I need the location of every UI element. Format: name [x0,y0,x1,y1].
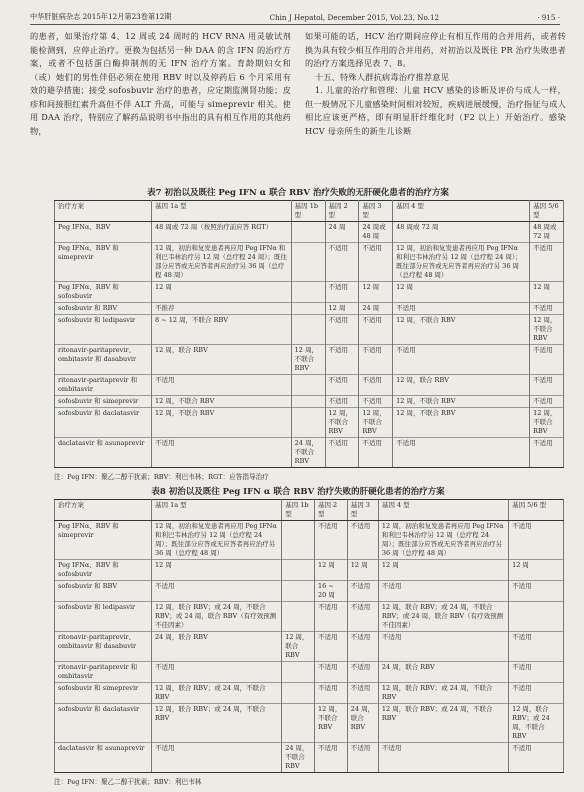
duration-cell: 12 周，不联合 RBV [393,408,530,438]
table-row [55,438,564,468]
duration-cell: 12 周，联合 RBV；或 24 周，不联合 RBV [152,683,282,704]
duration-cell: 不适用 [359,375,393,396]
duration-cell: 12 周，不联合 RBV [530,315,564,345]
duration-cell: 16 ~ 20 周 [314,581,347,602]
duration-cell: 12 周，联合 RBV；或 24 周，不联合 RBV [378,683,508,704]
duration-cell: 不适用 [530,396,564,408]
table-row [55,408,564,438]
table-row [55,632,564,662]
table-row [55,396,564,408]
duration-cell: 12 周，联合 RBV；或 24 周，不联合 RBV；或 24 周，联合 RBV（有疗效预测不佳因素） [152,602,282,632]
table7-body [55,222,564,468]
duration-cell: 24 周 [325,222,359,243]
regimen-cell: sofosbuvir 和 daclatasvir [55,408,152,438]
right-intro: 如果可能的话，HCV 治疗期间应停止有相互作用的合并用药，或者转换为具有较少相互作用的合并用药，对初治以及既往 PR 治疗失败患者的治疗方案选择见表 7、8。 [305,31,566,68]
regimen-cell: ritonavir-paritaprevir 和 ombitasvir [55,375,152,396]
duration-cell: 不适用 [314,743,347,773]
duration-cell: 不适用 [325,396,359,408]
duration-cell: 24 周，不联合 RBV [282,743,315,773]
duration-cell: 24 周，联合 RBV [378,662,508,683]
duration-cell [509,602,564,632]
duration-cell: 12 周，初治和复发患者再应用 Peg IFNα 和利巴韦林治疗另 12 周（总疗程 24 周）；既往部分应答或无应答者再应治疗另 36 周（总疗程 48 周） [378,521,508,560]
duration-cell: 不适用 [359,396,393,408]
table7-header-cell: 治疗方案 [55,201,152,222]
table8 [54,499,564,773]
table8-note: 注：Peg IFN：聚乙二醇干扰素；RBV：利巴韦林 [54,778,202,786]
duration-cell: 12 周，初治和复发患者再应用 Peg IFNα 和利巴韦林治疗另 12 周（总疗程 24 周）；既往部分应答或无应答者再应治疗另 36 周（总疗程 48 周） [152,521,282,560]
table7-header-cell: 基因 5/6 型 [530,201,564,222]
duration-cell: 24 周 [359,303,393,315]
duration-cell: 不适用 [530,438,564,468]
duration-cell: 12 周，联合 RBV；或 24 周，不联合 RBV [152,704,282,743]
duration-cell [291,315,325,345]
duration-cell: 不适用 [325,282,359,303]
duration-cell: 12 周，不联合 RBV [314,704,347,743]
duration-cell: 12 周 [378,560,508,581]
regimen-cell: Peg IFNα、RBV 和 sofosbuvir [55,282,152,303]
table-row [55,704,564,743]
duration-cell [282,521,315,560]
table-row [55,521,564,560]
duration-cell: 48 周或 72 周 [393,222,530,243]
duration-cell: 48 周或 72 周 [530,222,564,243]
duration-cell: 12 周 [393,282,530,303]
duration-cell: 不适用 [325,243,359,282]
duration-cell: 不适用 [347,683,378,704]
table7-header-cell: 基因 3 型 [359,201,393,222]
table7-header-cell: 基因 2 型 [325,201,359,222]
duration-cell: 不适用 [359,345,393,375]
table7-header-cell: 基因 1a 型 [152,201,292,222]
table7-caption: 表7 初治以及既往 Peg IFN α 联合 RBV 治疗失败的无肝硬化患者的治疗方案 [147,188,449,198]
duration-cell: 24 周，不联合 RBV [291,438,325,468]
duration-cell: 12 周 [347,560,378,581]
table8-header-cell: 治疗方案 [55,500,152,521]
duration-cell [291,243,325,282]
duration-cell: 12 周，不联合 RBV [152,396,292,408]
table8-header-cell: 基因 1b 型 [282,500,315,521]
table-row [55,602,564,632]
table-row [55,243,564,282]
table-row [55,560,564,581]
table7-header-row [55,201,564,222]
regimen-cell: sofosbuvir 和 ledipasvir [55,602,152,632]
duration-cell: 24 周，联合 RBV [347,704,378,743]
table-row [55,315,564,345]
duration-cell: 12 周，初治和复发患者再应用 Peg IFNα 和利巴韦林治疗另 12 周（总疗程 24 周）；既往部分应答或无应答者再应治疗另 36 周（总疗程 48 周） [393,243,530,282]
duration-cell: 不适用 [530,375,564,396]
duration-cell: 12 周，不联合 RBV [359,408,393,438]
duration-cell: 不适用 [152,375,292,396]
table-row [55,303,564,315]
duration-cell: 不适用 [393,345,530,375]
duration-cell: 不适用 [530,303,564,315]
table8-header-cell: 基因 2 型 [314,500,347,521]
duration-cell: 不适用 [325,315,359,345]
duration-cell: 12 周 [314,560,347,581]
duration-cell: 12 周，联合 RBV；或 24 周，不联合 RBV；或 24 周，联合 RBV（有疗效预测不佳因素） [378,602,508,632]
duration-cell: 12 周，不联合 RBV [325,408,359,438]
duration-cell: 不适用 [325,345,359,375]
duration-cell [282,581,315,602]
duration-cell: 不适用 [314,632,347,662]
duration-cell: 不适用 [359,315,393,345]
duration-cell: 12 周 [509,560,564,581]
duration-cell: 不适用 [347,581,378,602]
regimen-cell: sofosbuvir 和 simeprevir [55,396,152,408]
duration-cell: 不适用 [509,581,564,602]
duration-cell: 不适用 [509,521,564,560]
regimen-cell: sofosbuvir 和 RBV [55,303,152,315]
table-row [55,581,564,602]
duration-cell: 不适用 [325,438,359,468]
duration-cell: 不适用 [152,581,282,602]
regimen-cell: Peg IFNα、RBV [55,222,152,243]
duration-cell: 48 周或 72 周（按照治疗前应答 RGT） [152,222,292,243]
regimen-cell: sofosbuvir 和 simeprevir [55,683,152,704]
duration-cell [282,662,315,683]
page-number: · 915 · [537,12,560,22]
regimen-cell: daclatasvir 和 asunaprevir [55,438,152,468]
duration-cell: 12 周，初治和复发患者再应用 Peg IFNα 和利巴韦林治疗另 12 周（总疗程 24 周）；既往部分应答或无应答者再应治疗另 36 周（总疗程 48 周） [152,243,292,282]
duration-cell [291,282,325,303]
duration-cell: 12 周，联合 RBV [282,632,315,662]
duration-cell: 不适用 [393,303,530,315]
duration-cell: 12 周，联合 RBV；或 24 周，不联合 RBV [378,704,508,743]
table8-header-row [55,500,564,521]
table-row [55,662,564,683]
duration-cell [291,408,325,438]
duration-cell: 12 周，不联合 RBV [291,345,325,375]
duration-cell: 12 周，联合 RBV [152,345,292,375]
table7 [54,200,564,468]
duration-cell: 不适用 [509,632,564,662]
regimen-cell: Peg IFNα、RBV 和 simeprevir [55,521,152,560]
duration-cell: 12 周 [152,282,292,303]
duration-cell: 8 ~ 12 周，不联合 RBV [152,315,292,345]
regimen-cell: Peg IFNα、RBV 和 sofosbuvir [55,560,152,581]
table-row [55,683,564,704]
duration-cell: 不适用 [509,683,564,704]
duration-cell: 不适用 [378,632,508,662]
duration-cell: 不适用 [378,743,508,773]
duration-cell: 12 周 [359,282,393,303]
duration-cell: 不适用 [359,243,393,282]
regimen-cell: sofosbuvir 和 ledipasvir [55,315,152,345]
table-row [55,375,564,396]
body-text [30,30,566,180]
duration-cell: 不适用 [530,243,564,282]
duration-cell: 不适用 [393,438,530,468]
duration-cell: 不适用 [347,521,378,560]
table7-header-cell: 基因 4 型 [393,201,530,222]
duration-cell [282,560,315,581]
duration-cell: 不适用 [152,743,282,773]
duration-cell: 24 周，联合 RBV [152,632,282,662]
table-row [55,345,564,375]
duration-cell: 不适用 [314,521,347,560]
duration-cell: 不适用 [359,438,393,468]
duration-cell: 12 周，不联合 RBV [152,408,292,438]
table8-header-cell: 基因 5/6 型 [509,500,564,521]
duration-cell: 12 周，不联合 RBV [393,315,530,345]
table8-body [55,521,564,773]
duration-cell [282,683,315,704]
duration-cell: 12 周，不联合 RBV [393,396,530,408]
table7-note: 注：Peg IFN：聚乙二醇干扰素；RBV：利巴韦林；RGT：应答指导治疗 [54,473,269,481]
table-row [55,743,564,773]
section-heading: 十五、特殊人群抗病毒治疗推荐意见 [314,71,450,82]
duration-cell: 12 周 [530,282,564,303]
duration-cell: 不适用 [509,662,564,683]
left-paragraph: 的患者，如果治疗第 4、12 周或 24 周时的 HCV RNA 用灵敏试剂能检测到，应停止治疗。更换为包括另一种 DAA 的含 IFN 的治疗方案，或者不包括蛋白酶抑制剂的无 IFN 治疗方案。育龄期妇女和（或）她们的男性伴侣必须在使用 RBV 时以及停药后 6 个月采用有效的避孕措施；接受 sofosbuvir 治疗的患者，应定期监测肾功能；皮疹和间接胆红素升高但不伴 ALT 升高，可能与 simeprevir 相关。使用 DAA 治疗，特别应了解药品说明书中指出的具有相互作用的其他药物， [30,31,291,136]
regimen-cell: ritonavir-paritaprevir 和 ombitasvir [55,662,152,683]
duration-cell: 不推荐 [152,303,292,315]
duration-cell [282,704,315,743]
duration-cell: 12 周，不联合 RBV [530,408,564,438]
table8-header-cell: 基因 1a 型 [152,500,282,521]
duration-cell [291,375,325,396]
duration-cell: 不适用 [314,683,347,704]
duration-cell: 12 周，联合 RBV [393,375,530,396]
duration-cell: 不适用 [347,602,378,632]
duration-cell: 24 周或 48 周 [359,222,393,243]
table8-header-cell: 基因 4 型 [378,500,508,521]
regimen-cell: ritonavir-paritaprevir、ombitasvir 和 dasabuvir [55,345,152,375]
duration-cell: 不适用 [325,375,359,396]
right-paragraph: 1. 儿童的治疗和管理：儿童 HCV 感染的诊断及评价与成人一样，但一般情况下儿童感染时间相对较短，疾病进展缓慢，治疗指征与成人相比应该更严格，即有明显肝纤维化时（F2 以上）开始治疗。感染 HCV 母亲所生的新生儿诊断 [305,85,566,136]
duration-cell [291,396,325,408]
duration-cell [291,303,325,315]
right-column [305,30,566,180]
journal-title-cn: 中华肝脏病杂志 2015年12月第23卷第12期 [30,12,172,21]
table-row [55,282,564,303]
table-row [55,222,564,243]
regimen-cell: Peg IFNα、RBV 和 simeprevir [55,243,152,282]
regimen-cell: ritonavir-paritaprevir、ombitasvir 和 dasabuvir [55,632,152,662]
duration-cell: 12 周 [152,560,282,581]
duration-cell: 不适用 [314,602,347,632]
duration-cell [291,222,325,243]
duration-cell: 12 周，联合 RBV；或 24 周，不联合 RBV [509,704,564,743]
duration-cell: 不适用 [347,662,378,683]
journal-title-en: Chin J Hepatol, December 2015, Vol.23, No.12 [269,12,440,22]
running-header [30,10,560,25]
regimen-cell: sofosbuvir 和 RBV [55,581,152,602]
left-column [30,30,291,180]
duration-cell: 不适用 [509,743,564,773]
table7-header-cell: 基因 1b 型 [291,201,325,222]
duration-cell: 不适用 [314,662,347,683]
duration-cell: 12 周 [325,303,359,315]
duration-cell: 不适用 [347,632,378,662]
regimen-cell: daclatasvir 和 asunaprevir [55,743,152,773]
duration-cell: 不适用 [530,345,564,375]
duration-cell: 不适用 [378,581,508,602]
duration-cell: 不适用 [152,438,292,468]
regimen-cell: sofosbuvir 和 daclatasvir [55,704,152,743]
duration-cell: 不适用 [347,743,378,773]
duration-cell [282,602,315,632]
duration-cell: 不适用 [152,662,282,683]
table8-header-cell: 基因 3 型 [347,500,378,521]
table8-caption: 表8 初治以及既往 Peg IFN α 联合 RBV 治疗失败的肝硬化患者的治疗方案 [151,487,445,497]
